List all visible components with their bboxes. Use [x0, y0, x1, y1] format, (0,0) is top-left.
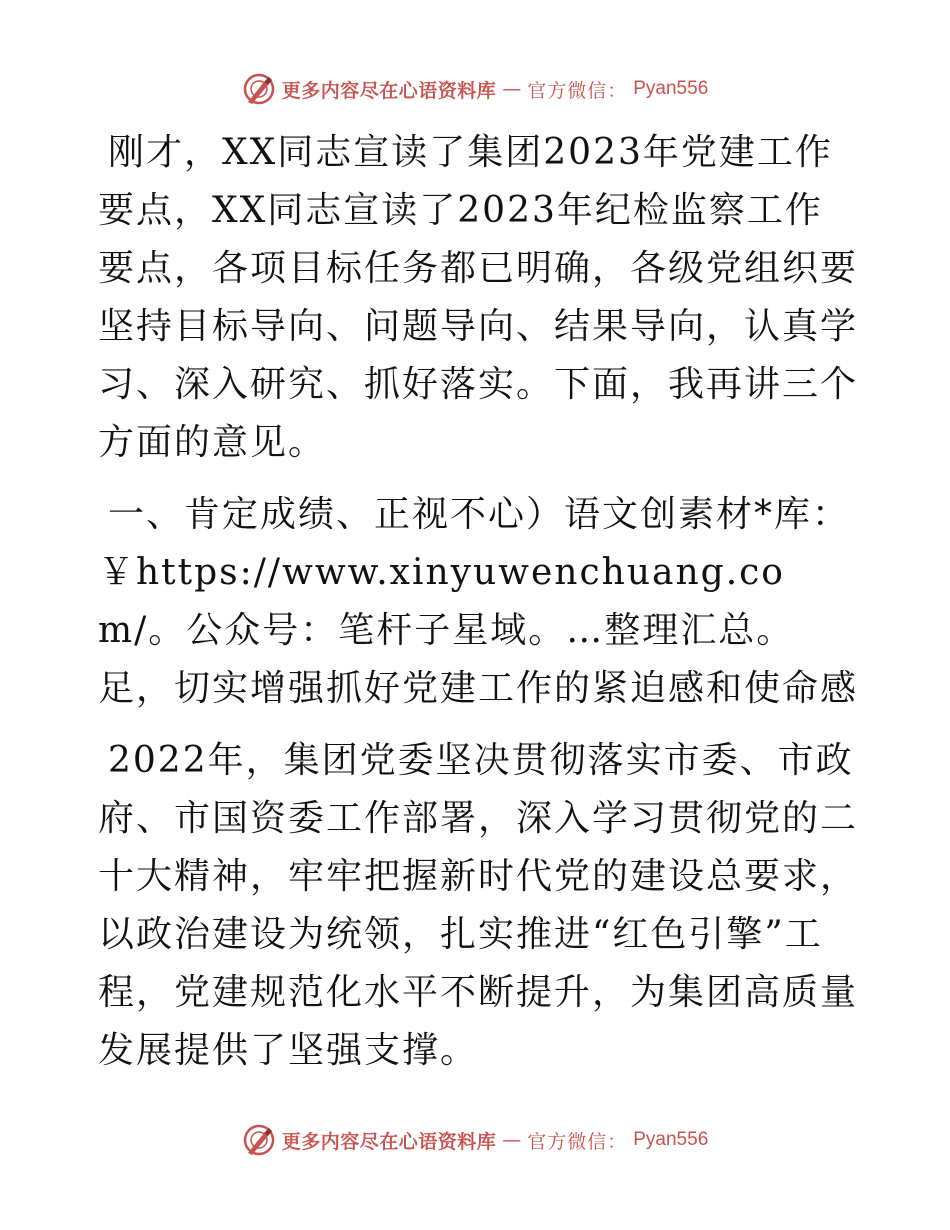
paragraph-3-text: 2022年，集团党委坚决贯彻落实市委、市政府、市国资委工作部署，深入学习贯彻党的二十大精神，牢牢把握新时代党的建设总要求，以政治建设为统领，扎实推进“红色引擎”工程，党建规范化水平不断提升，为集团高质量发展提供了坚强支撑。 — [98, 740, 859, 1071]
watermark-dash: — — [502, 78, 522, 100]
watermark-main-text: 更多内容尽在心语资料库 — [281, 1130, 497, 1153]
watermark-main-text: 更多内容尽在心语资料库 — [281, 79, 497, 102]
pen-logo-icon — [242, 72, 276, 106]
watermark-wechat-id: Pyan556 — [633, 78, 709, 99]
pen-logo-icon — [242, 1123, 276, 1157]
paragraph-3 — [98, 732, 858, 1080]
watermark-wechat-label: 官方微信： — [527, 1130, 628, 1153]
paragraph-1-text: 刚才，XX同志宣读了集团2023年党建工作要点，XX同志宣读了2023年纪检监察工作要点，各项目标任务都已明确，各级党组织要坚持目标导向、问题导向、结果导向，认真学习、深入研究、抓好落实。下面，我再讲三个方面的意见。 — [98, 132, 859, 463]
document-body — [98, 124, 858, 1094]
watermark-dash: — — [502, 1129, 522, 1151]
header-watermark — [0, 72, 950, 106]
paragraph-1 — [98, 124, 858, 472]
watermark-wechat-id: Pyan556 — [633, 1129, 709, 1150]
paragraph-2 — [98, 486, 858, 718]
watermark-wechat-label: 官方微信： — [527, 79, 628, 102]
paragraph-2-text: 一、肯定成绩、正视不心）语文创素材*库：￥https://www.xinyuwenchuang.com/。公众号：笔杆子星域。…整理汇总。足，切实增强抓好党建工作的紧迫感和使命感 — [98, 494, 859, 709]
footer-watermark — [0, 1123, 950, 1157]
